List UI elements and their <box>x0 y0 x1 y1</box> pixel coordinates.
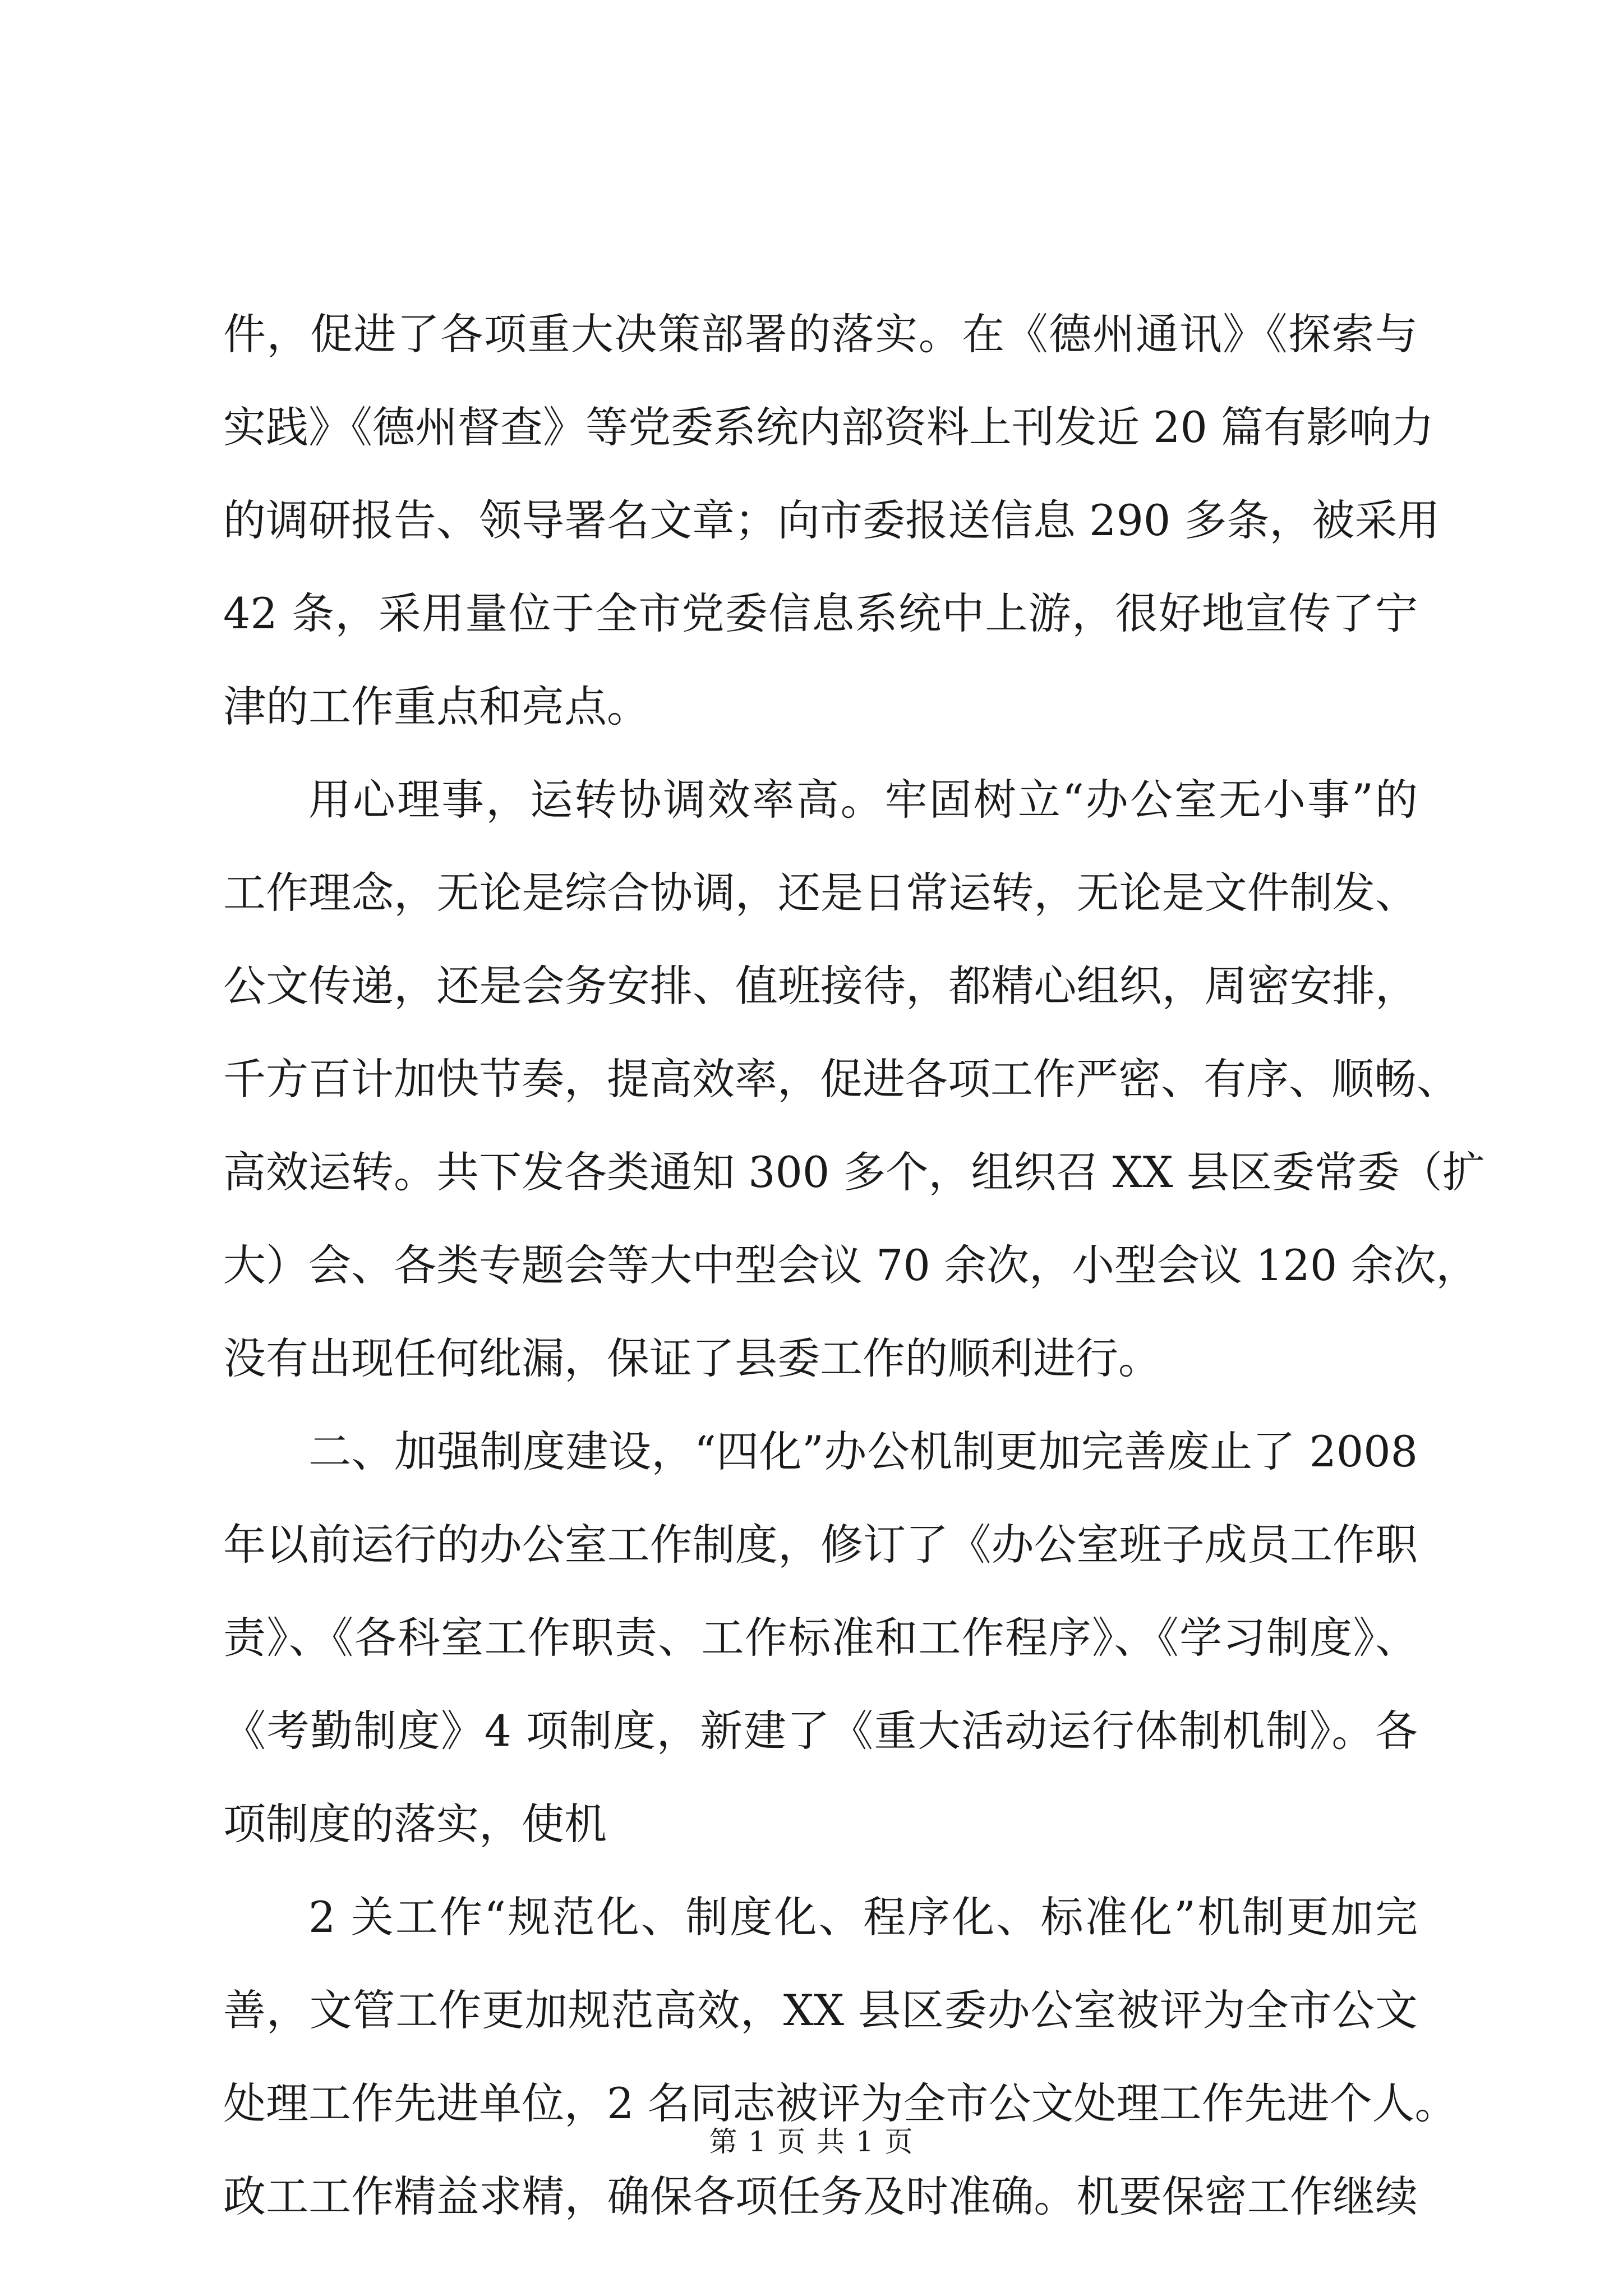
paragraph-3 <box>223 1405 1418 1871</box>
text-line: 项制度的落实，使机 <box>223 1799 607 1849</box>
text-line: 工作理念，无论是综合协调，还是日常运转，无论是文件制发、 <box>223 868 1418 918</box>
text-line: 公文传递，还是会务安排、值班接待，都精心组织，周密安排， <box>223 961 1418 1011</box>
paragraph-1 <box>223 288 1440 753</box>
text-line: 处理工作先进单位，2 名同志被评为全市公文处理工作先进个人。 <box>223 2078 1458 2128</box>
text-line: 善，文管工作更加规范高效，XX 县区委办公室被评为全市公文 <box>223 1985 1418 2035</box>
text-line: 二、加强制度建设，“四化”办公机制更加完善废止了 2008 <box>308 1427 1418 1476</box>
text-line: 实践》《德州督查》等党委系统内部资料上刊发近 20 篇有影响力 <box>223 402 1435 452</box>
text-line: 用心理事，运转协调效率高。牢固树立“办公室无小事”的 <box>308 775 1418 825</box>
paragraph-2 <box>223 753 1485 1405</box>
text-line: 的调研报告、领导署名文章；向市委报送信息 290 多条，被采用 <box>223 495 1440 545</box>
text-line: 政工工作精益求精，确保各项任务及时准确。机要保密工作继续 <box>223 2171 1418 2221</box>
text-line: 年以前运行的办公室工作制度，修订了《办公室班子成员工作职 <box>223 1520 1418 1570</box>
text-line: 42 条，采用量位于全市党委信息系统中上游，很好地宣传了宁 <box>223 588 1418 638</box>
page-footer: 第 1 页 共 1 页 <box>709 2125 914 2158</box>
document-body <box>223 288 1485 2243</box>
text-line: 大）会、各类专题会等大中型会议 70 余次，小型会议 120 余次， <box>223 1240 1479 1290</box>
text-line: 《考勤制度》4 项制度，新建了《重大活动运行体制机制》。各 <box>223 1706 1418 1756</box>
text-line: 2 关工作“规范化、制度化、程序化、标准化”机制更加完 <box>308 1892 1418 1942</box>
text-line: 没有出现任何纰漏，保证了县委工作的顺利进行。 <box>223 1333 1161 1383</box>
paragraph-4 <box>223 1871 1458 2243</box>
text-line: 津的工作重点和亮点。 <box>223 682 649 731</box>
text-line: 件，促进了各项重大决策部署的落实。在《德州通讯》《探索与 <box>223 309 1418 359</box>
text-line: 责》、《各科室工作职责、工作标准和工作程序》、《学习制度》、 <box>223 1613 1418 1663</box>
text-line: 高效运转。共下发各类通知 300 多个，组织召 XX 县区委常委（扩 <box>223 1147 1485 1197</box>
text-line: 千方百计加快节奏，提高效率，促进各项工作严密、有序、顺畅、 <box>223 1054 1459 1104</box>
